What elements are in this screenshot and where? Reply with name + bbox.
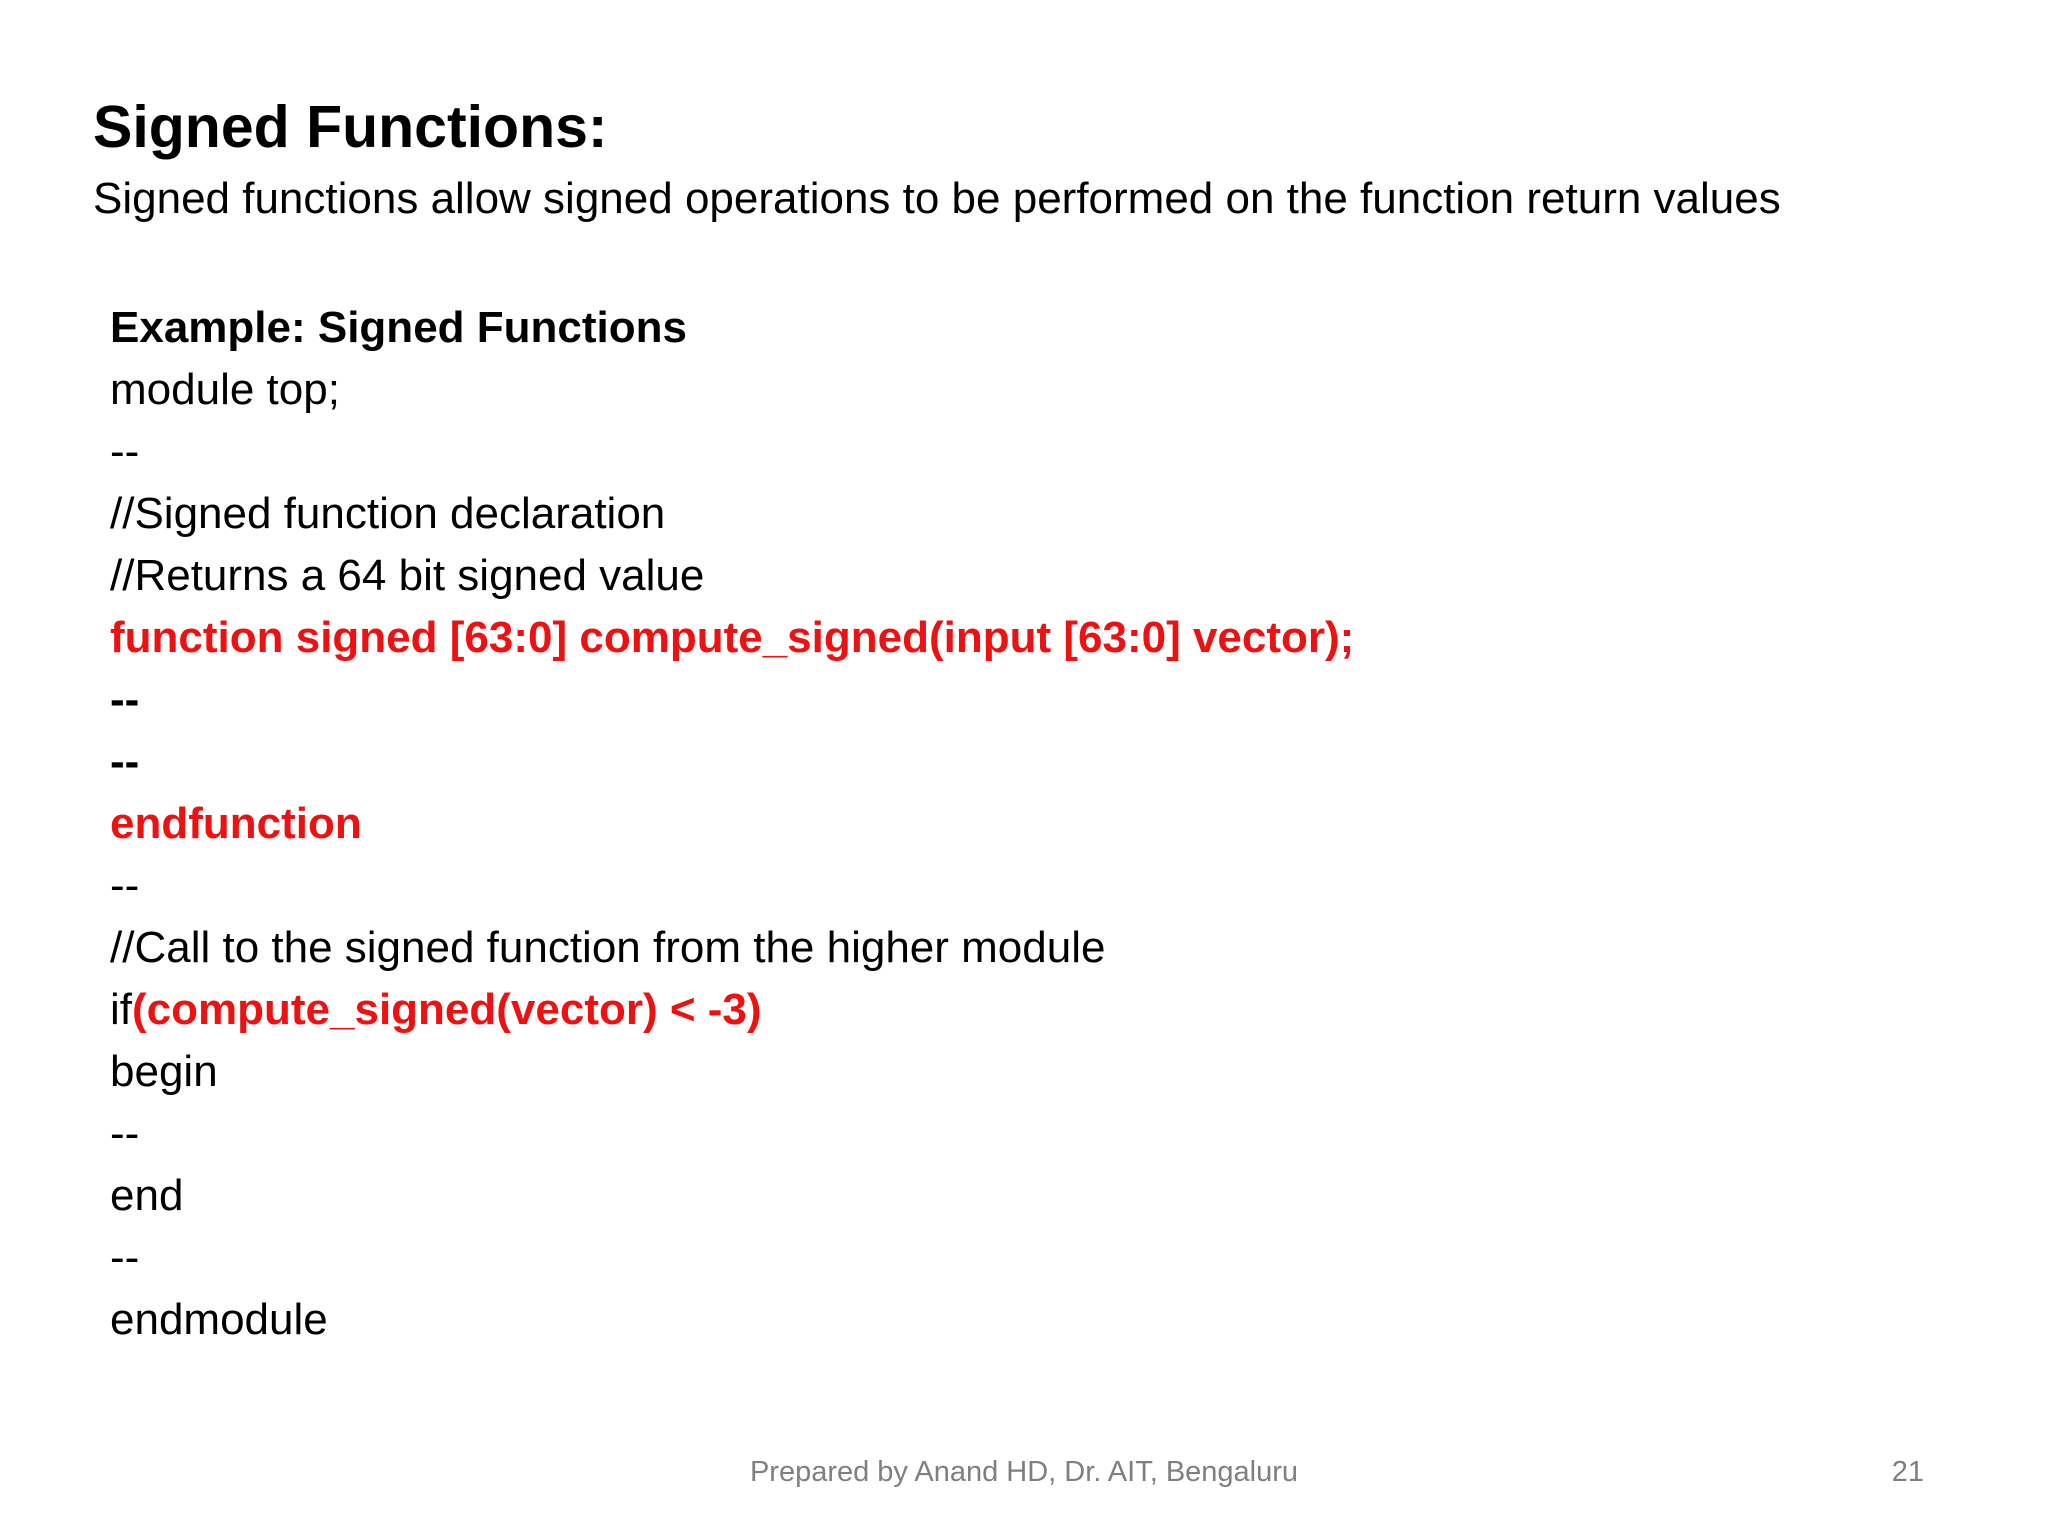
example-heading: Example: Signed Functions (110, 303, 687, 352)
code-begin: begin (110, 1047, 218, 1096)
code-line-module: module top; (110, 365, 340, 414)
code-if-keyword: if (110, 985, 132, 1034)
code-comment-call: //Call to the signed function from the higher module (110, 923, 1106, 972)
code-endfunction: endfunction (110, 799, 362, 848)
code-endmodule: endmodule (110, 1295, 328, 1344)
code-if-statement (110, 979, 1910, 1041)
code-line-ellipsis: -- (110, 427, 140, 476)
code-line-ellipsis: -- (110, 861, 140, 910)
code-comment-declaration: //Signed function declaration (110, 489, 666, 538)
footer-credit: Prepared by Anand HD, Dr. AIT, Bengaluru (749, 1456, 1299, 1488)
code-line-ellipsis: -- (110, 675, 140, 724)
code-function-signature: function signed [63:0] compute_signed(input [63:0] vector); (110, 613, 1355, 662)
code-comment-returns: //Returns a 64 bit signed value (110, 551, 705, 600)
code-line-ellipsis: -- (110, 737, 140, 786)
code-end: end (110, 1171, 184, 1220)
code-if-condition: (compute_signed(vector) < -3) (132, 985, 762, 1034)
code-line-ellipsis: -- (110, 1233, 140, 1282)
code-example (110, 297, 1910, 1351)
slide-subtitle: Signed functions allow signed operations to be performed on the function return values (93, 174, 1781, 223)
slide-title: Signed Functions: (93, 94, 608, 160)
code-line-ellipsis: -- (110, 1109, 140, 1158)
page-number: 21 (1891, 1456, 1924, 1488)
